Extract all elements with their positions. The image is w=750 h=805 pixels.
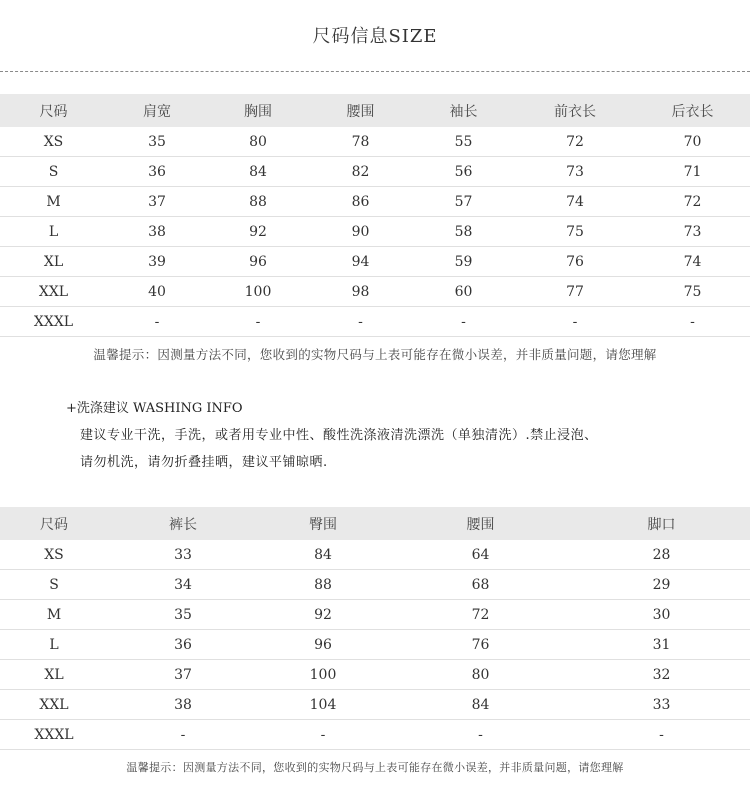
measurement-cell: 73: [515, 157, 635, 187]
page-title: 尺码信息SIZE: [312, 26, 438, 47]
measurement-cell: 92: [258, 600, 388, 630]
size-label-cell: XXXL: [0, 307, 107, 337]
measurement-cell: 35: [108, 600, 258, 630]
column-header: 尺码: [40, 516, 68, 533]
measurement-cell: 55: [412, 127, 515, 157]
measurement-cell: 92: [207, 217, 309, 247]
size-label-cell: XXL: [0, 690, 108, 720]
measurement-cell: 77: [515, 277, 635, 307]
measurement-cell: 36: [107, 157, 207, 187]
measurement-cell: 38: [108, 690, 258, 720]
washing-instruction-line-2: 请勿机洗，请勿折叠挂晒，建议平铺晾晒.: [80, 455, 328, 470]
column-header: 胸围: [244, 103, 272, 120]
measurement-cell: 98: [309, 277, 412, 307]
measurement-cell: 28: [573, 540, 750, 570]
table-row: [0, 157, 750, 187]
column-header: 脚口: [647, 516, 676, 533]
measurement-cell: -: [107, 307, 207, 337]
measurement-cell: -: [635, 307, 750, 337]
measurement-cell: 56: [412, 157, 515, 187]
measurement-cell: -: [515, 307, 635, 337]
measurement-cell: 73: [635, 217, 750, 247]
measurement-cell: 58: [412, 217, 515, 247]
column-header: 后衣长: [671, 103, 714, 120]
measurement-cell: 37: [107, 187, 207, 217]
measurement-cell: 40: [107, 277, 207, 307]
measurement-cell: 94: [309, 247, 412, 277]
measurement-cell: 96: [207, 247, 309, 277]
measurement-cell: 78: [309, 127, 412, 157]
measurement-cell: 72: [635, 187, 750, 217]
measurement-cell: 90: [309, 217, 412, 247]
measurement-cell: 100: [207, 277, 309, 307]
washing-instruction-line-1: 建议专业干洗，手洗，或者用专业中性、酸性洗涤液清洗漂洗（单独清洗）.禁止浸泡、: [80, 428, 598, 443]
measurement-cell: 76: [388, 630, 573, 660]
table-row: [0, 570, 750, 600]
size-label-cell: XL: [0, 660, 108, 690]
measurement-cell: -: [388, 720, 573, 750]
measurement-cell: 100: [258, 660, 388, 690]
table-row: [0, 277, 750, 307]
table-row: [0, 600, 750, 630]
size-label-cell: M: [0, 187, 107, 217]
table-row: [0, 217, 750, 247]
measurement-cell: 80: [207, 127, 309, 157]
measurement-cell: 88: [207, 187, 309, 217]
measurement-cell: 72: [515, 127, 635, 157]
measurement-cell: 33: [108, 540, 258, 570]
measurement-cell: 57: [412, 187, 515, 217]
measurement-cell: 33: [573, 690, 750, 720]
measurement-cell: -: [573, 720, 750, 750]
measurement-cell: -: [207, 307, 309, 337]
size-label-cell: XXL: [0, 277, 107, 307]
table-row: [0, 307, 750, 337]
size-label-cell: XXXL: [0, 720, 108, 750]
size-label-cell: XL: [0, 247, 107, 277]
column-header: 肩宽: [143, 103, 171, 120]
measurement-cell: 76: [515, 247, 635, 277]
dashed-divider: [0, 71, 750, 72]
measurement-cell: 86: [309, 187, 412, 217]
measurement-cell: 30: [573, 600, 750, 630]
table-row: [0, 127, 750, 157]
measurement-cell: 38: [107, 217, 207, 247]
column-header: 臀围: [309, 516, 337, 533]
measurement-cell: 84: [207, 157, 309, 187]
measurement-cell: 29: [573, 570, 750, 600]
measurement-cell: 88: [258, 570, 388, 600]
column-header: 腰围: [346, 103, 375, 120]
table-row: [0, 187, 750, 217]
measurement-cell: 75: [515, 217, 635, 247]
size-label-cell: L: [0, 217, 107, 247]
size-label-cell: XS: [0, 540, 108, 570]
measurement-cell: -: [108, 720, 258, 750]
measurement-cell: 32: [573, 660, 750, 690]
measurement-cell: 84: [388, 690, 573, 720]
measurement-cell: 72: [388, 600, 573, 630]
measurement-cell: 74: [515, 187, 635, 217]
size-label-cell: L: [0, 630, 108, 660]
measurement-cell: 74: [635, 247, 750, 277]
table-row: [0, 540, 750, 570]
table-header-row: [0, 94, 750, 127]
measurement-cell: 80: [388, 660, 573, 690]
measurement-cell: 34: [108, 570, 258, 600]
measurement-cell: 84: [258, 540, 388, 570]
size-label-cell: S: [0, 570, 108, 600]
measurement-cell: 37: [108, 660, 258, 690]
column-header: 袖长: [449, 103, 478, 120]
measurement-cell: 75: [635, 277, 750, 307]
measurement-cell: 82: [309, 157, 412, 187]
measurement-cell: 31: [573, 630, 750, 660]
measurement-cell: 60: [412, 277, 515, 307]
measurement-cell: 70: [635, 127, 750, 157]
column-header: 腰围: [466, 516, 495, 533]
table-header-row: [0, 507, 750, 540]
measurement-cell: 35: [107, 127, 207, 157]
table-row: [0, 720, 750, 750]
measurement-cell: 68: [388, 570, 573, 600]
size-disclaimer-bottom: 温馨提示：因测量方法不同，您收到的实物尺码与上表可能存在微小误差，并非质量问题，请您理解: [126, 761, 624, 774]
column-header: 前衣长: [554, 103, 596, 120]
table-row: [0, 690, 750, 720]
table-row: [0, 660, 750, 690]
measurement-cell: 104: [258, 690, 388, 720]
measurement-cell: -: [258, 720, 388, 750]
measurement-cell: 71: [635, 157, 750, 187]
size-label-cell: XS: [0, 127, 107, 157]
measurement-cell: -: [309, 307, 412, 337]
bottom-size-table: [0, 507, 750, 750]
size-label-cell: S: [0, 157, 107, 187]
measurement-cell: 64: [388, 540, 573, 570]
size-label-cell: M: [0, 600, 108, 630]
table-row: [0, 630, 750, 660]
table-row: [0, 247, 750, 277]
column-header: 尺码: [39, 103, 68, 120]
top-size-table: [0, 94, 750, 337]
column-header: 裤长: [169, 516, 197, 533]
measurement-cell: 39: [107, 247, 207, 277]
measurement-cell: -: [412, 307, 515, 337]
size-disclaimer-top: 温馨提示：因测量方法不同，您收到的实物尺码与上表可能存在微小误差，并非质量问题，请您理解: [93, 347, 657, 362]
measurement-cell: 59: [412, 247, 515, 277]
measurement-cell: 96: [258, 630, 388, 660]
measurement-cell: 36: [108, 630, 258, 660]
washing-title: +洗涤建议 WASHING INFO: [66, 401, 243, 416]
